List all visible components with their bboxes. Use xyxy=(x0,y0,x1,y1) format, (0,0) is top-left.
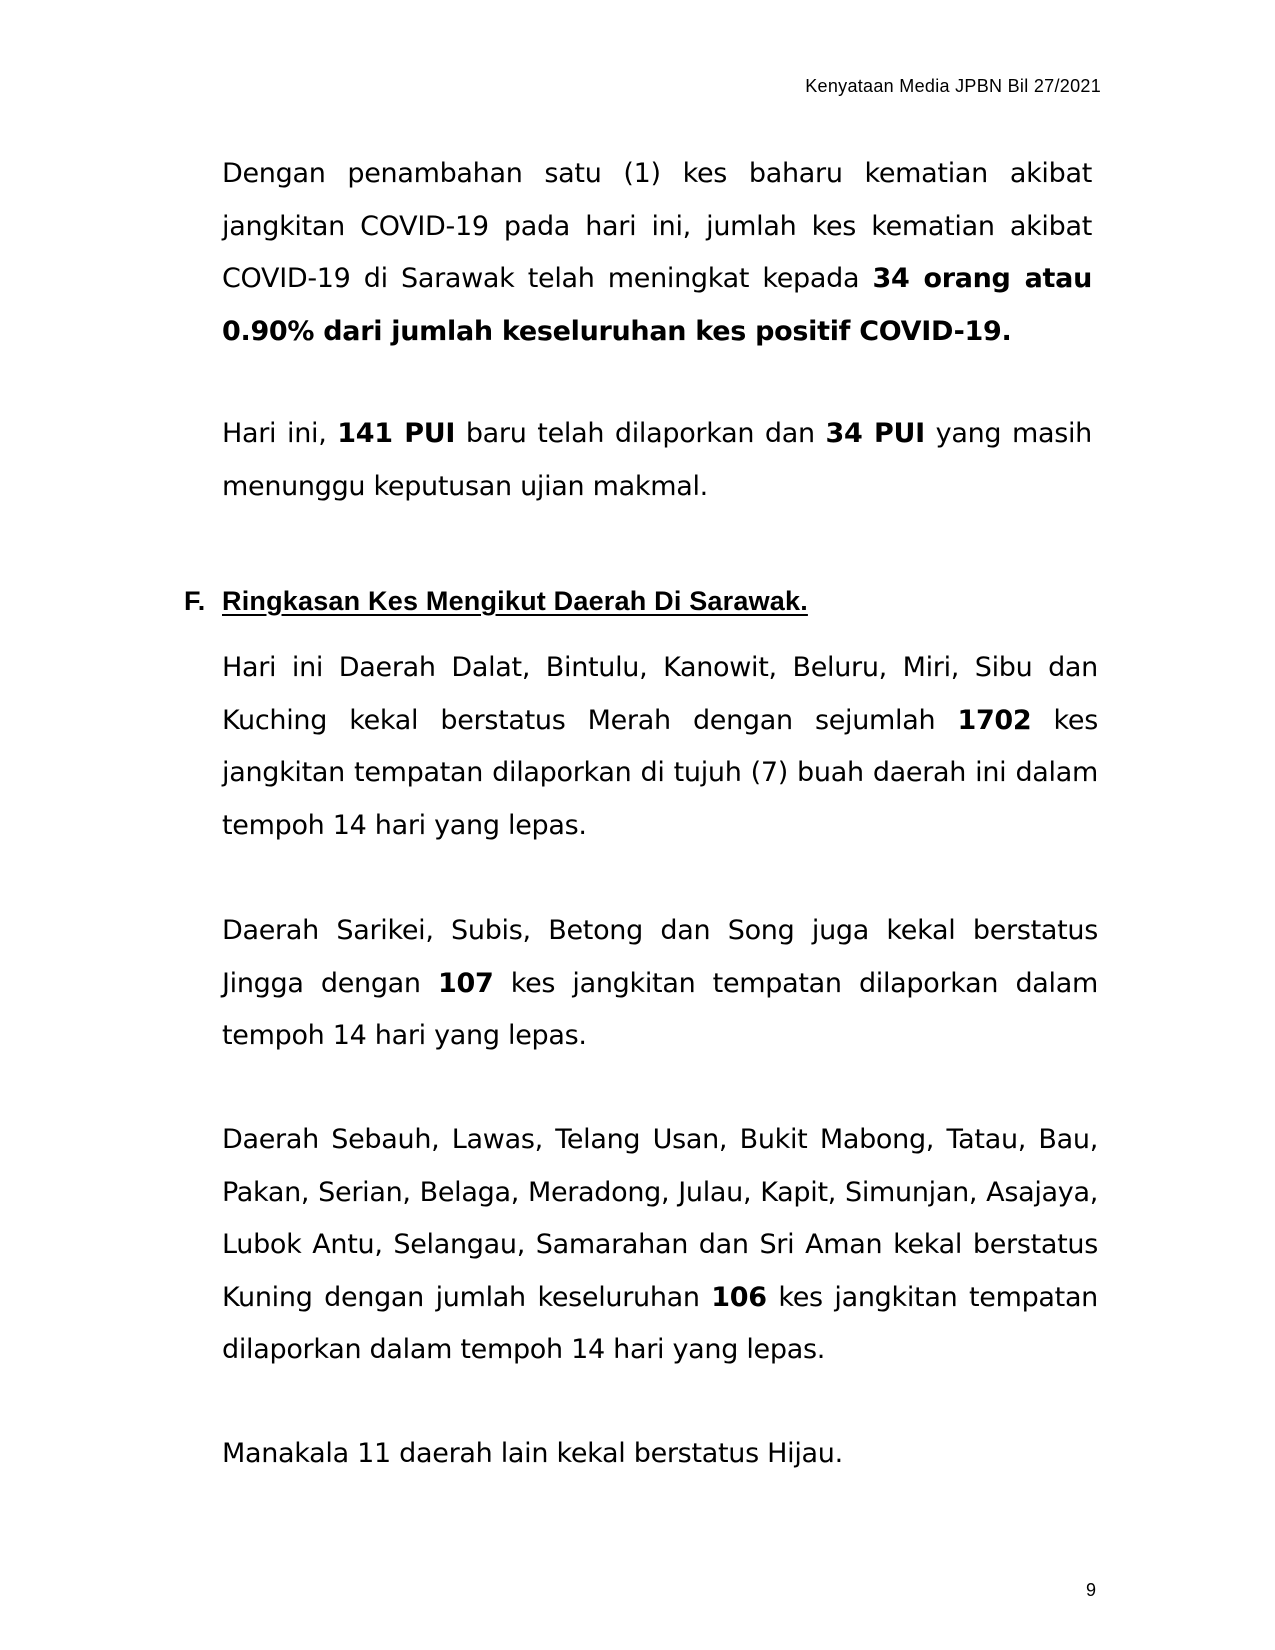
paragraph-text: baru telah dilaporkan dan xyxy=(455,418,826,449)
paragraph-orange-districts xyxy=(222,905,1098,1063)
paragraph-text: kes jangkitan tempatan dilaporkan dalam tempoh 14 hari yang lepas. xyxy=(222,967,1098,1051)
section-heading xyxy=(184,586,808,617)
paragraph-text: Manakala 11 daerah lain kekal berstatus Hijau. xyxy=(222,1438,843,1469)
paragraph-text: yang masih menunggu keputusan ujian makmal. xyxy=(222,418,1092,502)
paragraph-bold-text: 107 xyxy=(437,967,494,999)
page-number: 9 xyxy=(1086,1580,1097,1600)
paragraph-red-districts xyxy=(222,642,1098,852)
paragraph-bold-text: 34 orang atau 0.90% dari jumlah keseluruhan kes positif COVID-19. xyxy=(222,263,1092,347)
section-letter: F. xyxy=(184,586,206,616)
paragraph-text: kes jangkitan tempatan dilaporkan dalam tempoh 14 hari yang lepas. xyxy=(222,1281,1098,1365)
section-title: Ringkasan Kes Mengikut Daerah Di Sarawak. xyxy=(222,586,808,616)
paragraph-text: kes jangkitan tempatan dilaporkan di tujuh (7) buah daerah ini dalam tempoh 14 hari yang lepas. xyxy=(222,704,1099,841)
paragraph-text: Daerah Sarikei, Subis, Betong dan Song juga kekal berstatus Jingga dengan xyxy=(222,915,1098,999)
paragraph-bold-text: 1702 xyxy=(957,704,1032,736)
paragraph-death-cases xyxy=(222,148,1092,358)
paragraph-bold-text: 106 xyxy=(711,1281,767,1313)
paragraph-text: Hari ini Daerah Dalat, Bintulu, Kanowit, Beluru, Miri, Sibu dan Kuching kekal berstatus Merah dengan sejumlah xyxy=(222,652,1098,736)
paragraph-green-districts xyxy=(222,1428,1098,1481)
paragraph-text: Daerah Sebauh, Lawas, Telang Usan, Bukit Mabong, Tatau, Bau, Pakan, Serian, Belaga, Meradong, Julau, Kapit, Simunjan, Asajaya, Lubok Antu, Selangau, Samarahan dan Sri Aman kekal berstatus Kuning dengan jumlah keseluruhan xyxy=(222,1124,1098,1313)
paragraph-bold-text: 34 PUI xyxy=(825,418,925,449)
document-reference: Kenyataan Media JPBN Bil 27/2021 xyxy=(805,76,1101,96)
paragraph-yellow-districts xyxy=(222,1114,1098,1377)
paragraph-text: Hari ini, xyxy=(222,418,338,449)
paragraph-bold-text: 141 PUI xyxy=(337,418,456,449)
paragraph-text: Dengan penambahan satu (1) kes baharu kematian akibat jangkitan COVID-19 pada hari ini, jumlah kes kematian akibat COVID-19 di Sarawak telah meningkat kepada xyxy=(222,158,1092,294)
paragraph-pui-cases xyxy=(222,408,1092,513)
